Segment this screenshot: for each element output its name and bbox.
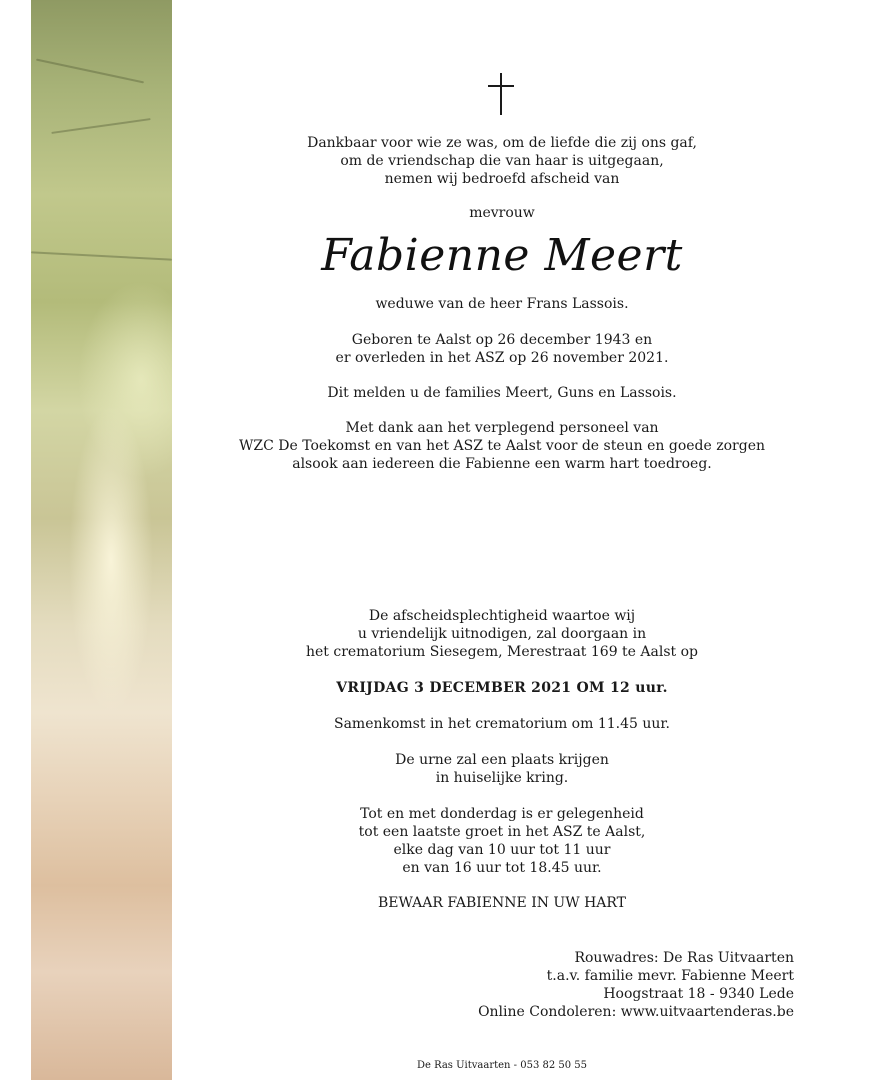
intro-line: Dankbaar voor wie ze was, om de liefde die zij ons gaf,: [307, 135, 697, 151]
viewing-line: en van 16 uur tot 18.45 uur.: [402, 860, 602, 876]
ceremony-line: De afscheidsplechtigheid waartoe wij: [368, 608, 636, 624]
tree-branch: [36, 59, 144, 84]
death-line: er overleden in het ASZ op 26 november 2021.: [335, 350, 669, 366]
widow-line: weduwe van de heer Frans Lassois.: [375, 296, 629, 312]
intro-text: [172, 134, 832, 188]
birth-line: Geboren te Aalst op 26 december 1943 en: [351, 332, 653, 348]
ceremony-text: [172, 607, 832, 661]
deceased-name: Fabienne Meert: [321, 230, 683, 281]
cross-icon: [488, 73, 514, 115]
urn-line: De urne zal een plaats krijgen: [395, 752, 609, 768]
address-line: t.a.v. familie mevr. Fabienne Meert: [546, 968, 794, 984]
thanks-line: WZC De Toekomst en van het ASZ te Aalst voor de steun en goede zorgen: [238, 438, 765, 454]
thanks-line: alsook aan iedereen die Fabienne een warm hart toedroeg.: [292, 456, 712, 472]
tree-branch: [51, 118, 150, 134]
viewing-line: elke dag van 10 uur tot 11 uur: [393, 842, 611, 858]
condolence-link[interactable]: Online Condoleren: www.uitvaartenderas.be: [478, 1004, 794, 1020]
ceremony-line: u vriendelijk uitnodigen, zal doorgaan in: [357, 626, 647, 642]
address-line: Rouwadres: De Ras Uitvaarten: [574, 950, 794, 966]
intro-line: nemen wij bedroefd afscheid van: [384, 171, 620, 187]
obituary-card: [172, 0, 832, 1080]
thanks-text: [172, 419, 832, 473]
viewing-line: tot een laatste groet in het ASZ te Aalst,: [358, 824, 646, 840]
tree-branch: [31, 251, 172, 260]
viewing-line: Tot en met donderdag is er gelegenheid: [360, 806, 644, 822]
ceremony-date: VRIJDAG 3 DECEMBER 2021 OM 12 uur.: [336, 680, 668, 696]
birth-death-text: [172, 331, 832, 367]
footer-contact: De Ras Uitvaarten - 053 82 50 55: [416, 1060, 588, 1071]
urn-line: in huiselijke kring.: [435, 770, 569, 786]
thanks-line: Met dank aan het verplegend personeel van: [345, 420, 659, 436]
families-line: Dit melden u de families Meert, Guns en Lassois.: [327, 385, 677, 401]
closing-line: BEWAAR FABIENNE IN UW HART: [377, 895, 627, 911]
address-line: Hoogstraat 18 - 9340 Lede: [603, 986, 794, 1002]
forest-path-photo: [31, 0, 172, 1080]
intro-line: om de vriendschap die van haar is uitgegaan,: [340, 153, 664, 169]
viewing-text: [172, 805, 832, 877]
gathering-line: Samenkomst in het crematorium om 11.45 uur.: [333, 716, 670, 732]
urn-text: [172, 751, 832, 787]
ceremony-line: het crematorium Siesegem, Merestraat 169 te Aalst op: [305, 644, 699, 660]
mourning-address: [478, 949, 794, 1021]
salutation: mevrouw: [469, 205, 535, 221]
